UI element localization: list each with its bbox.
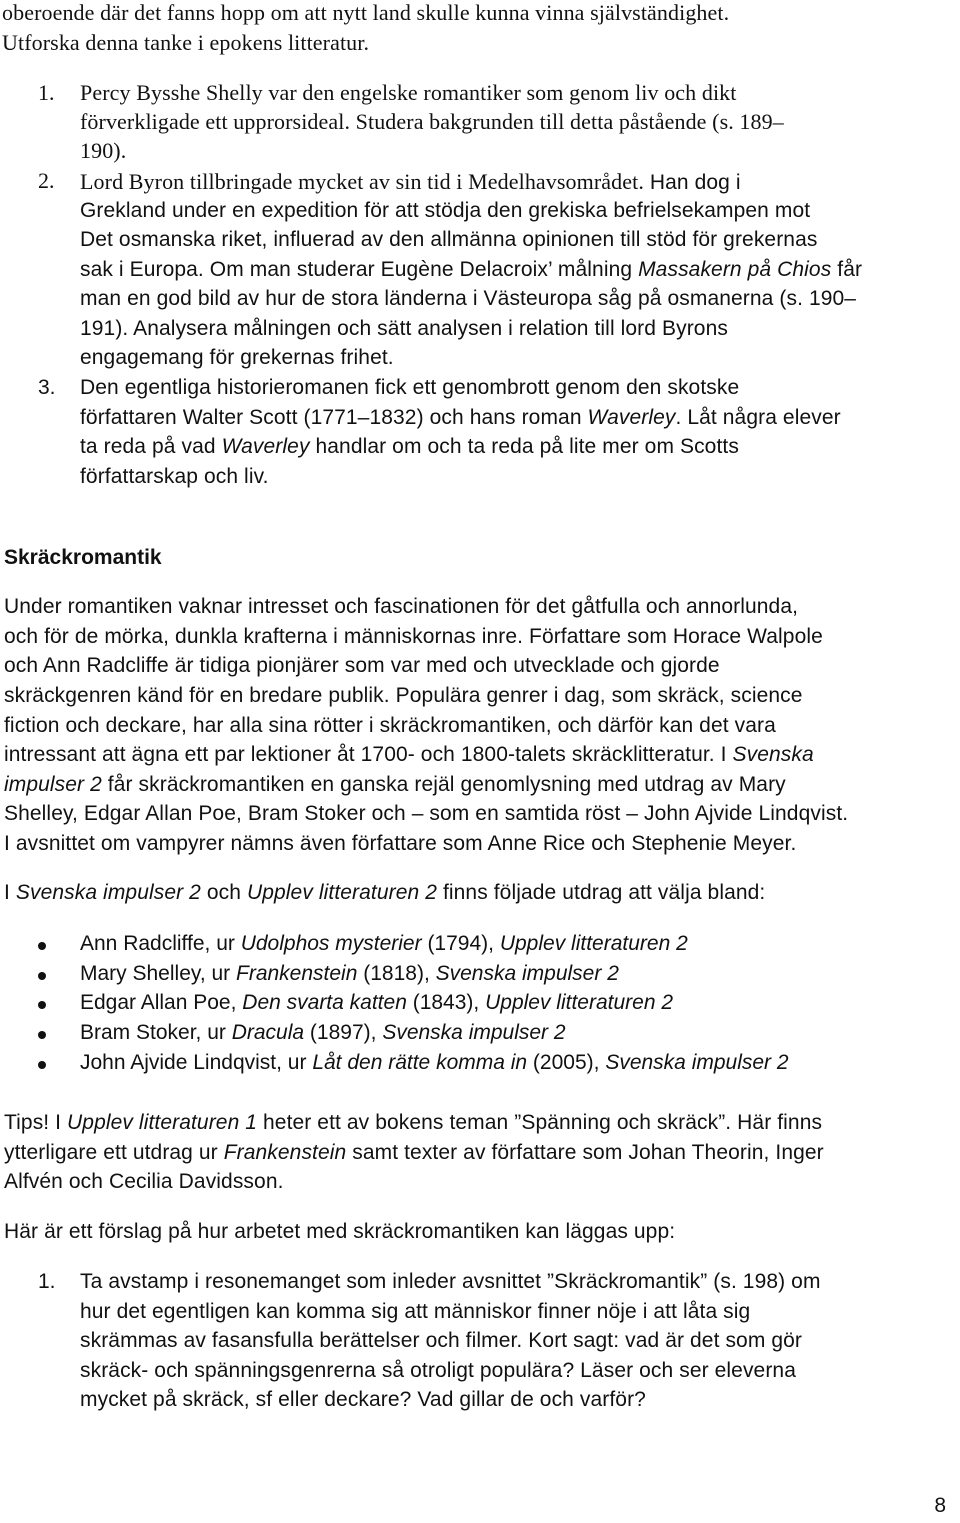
item3-line-2-text: författaren Walter Scott (1771–1832) och hans roman [80,406,588,429]
p2-text-a: I [4,881,16,904]
proposal-intro: Här är ett förslag på hur arbetet med skräckromantiken kan läggas upp: [4,1220,676,1243]
item3-line-2-tail: . Låt några elever [675,406,841,429]
bottom-item-line-4: skräck- och spänningsgenrerna så otroligt populära? Läser och ser eleverna [80,1359,796,1382]
item2-line-2: Grekland under en expedition för att stödja den grekiska befrielsekampen mot [80,199,811,222]
tips-line-1 [4,1111,822,1135]
bullet-work: Dracula [231,1021,305,1044]
bottom-item-line-1: Ta avstamp i resonemanget som inleder avsnittet ”Skräckromantik” (s. 198) om [80,1270,821,1293]
bullet-work: Låt den rätte komma in [312,1051,528,1074]
bullet-source: Upplev litteraturen 2 [499,932,688,955]
item2-line-7: engagemang för grekernas frihet. [80,346,394,369]
p1-line-6-text: intressant att ägna ett par lektioner åt 1700- och 1800-talets skräcklitteratur. I [4,743,733,766]
tips-line-2 [4,1141,824,1165]
bullet-author: Ann Radcliffe, ur [80,932,241,955]
bullet-year: (2005), [527,1051,606,1074]
tips-book: Upplev litteraturen 1 [67,1111,258,1134]
page-number: 8 [934,1494,946,1517]
list-number-1: 1. [38,80,55,105]
tips-label: Tips! I [4,1111,68,1134]
item2-line-4-tail: får [831,258,863,281]
p1-line-9: I avsnittet om vampyrer nämns även författare som Anne Rice och Stephenie Meyer. [4,832,797,855]
item3-line-4: författarskap och liv. [80,465,269,488]
item1-line-1: Percy Bysshe Shelly var den engelske romantiker som genom liv och dikt [80,80,737,105]
bullet-icon [38,1031,46,1039]
item2-line-4-text: sak i Europa. Om man studerar Eugène Delacroix’ målning [80,258,639,281]
bullet-source: Svenska impulser 2 [382,1021,566,1044]
bullet-work: Frankenstein [236,962,358,985]
tips-line-2-text: ytterligare ett utdrag ur [4,1141,224,1164]
p2-text-b: och [200,881,247,904]
novel-title: Waverley [587,406,676,429]
item2-line-1-serif: Lord Byron tillbringade mycket av sin tid i Medelhavsområdet. [80,169,644,194]
bullet-text [80,962,619,986]
p2-book-2: Upplev litteraturen 2 [246,881,438,904]
tips-line-1-text: heter ett av bokens teman ”Spänning och skräck”. Här finns [257,1111,823,1134]
bullet-author: Mary Shelley, ur [80,962,236,985]
bullet-source: Svenska impulser 2 [435,962,619,985]
tips-line-3: Alfvén och Cecilia Davidsson. [4,1170,284,1193]
item2-line-3: Det osmanska riket, influerad av den allmänna opinionen till stöd för grekernas [80,228,818,251]
item2-line-4 [80,258,862,282]
bullet-work: Udolphos mysterier [240,932,422,955]
bullet-text [80,1051,789,1075]
bullet-author: Edgar Allan Poe, [80,991,243,1014]
item1-line-2: förverkligade ett upprorsideal. Studera bakgrunden till detta påstående (s. 189– [80,109,784,134]
bottom-item-line-3: skrämmas av fasansfulla berättelser och filmer. Kort sagt: vad är det som gör [80,1329,802,1352]
item2-line-1-sans: Han dog i [649,171,741,194]
list-number-3: 3. [38,376,56,399]
item2-line-5: man en god bild av hur de stora länderna i Västeuropa såg på osmanerna (s. 190– [80,287,857,310]
section-heading: Skräckromantik [4,546,162,569]
p1-line-1: Under romantiken vaknar intresset och fascinationen för det gåtfulla och annorlunda, [4,595,799,618]
paragraph-extracts-intro [4,881,765,905]
bullet-work: Den svarta katten [242,991,407,1014]
p1-line-4: skräckgenren känd för en bredare publik. Populära genrer i dag, som skräck, science [4,684,803,707]
item3-line-3-text: ta reda på vad [80,435,222,458]
book-title-svenska: Svenska [732,743,814,766]
bullet-source: Upplev litteraturen 2 [485,991,674,1014]
p1-line-5: fiction och deckare, har alla sina rötter i skräckromantiken, och därför kan det vara [4,714,776,737]
intro-line-2: Utforska denna tanke i epokens litteratur. [2,30,370,55]
list-number-2: 2. [38,168,55,193]
painting-title: Massakern på Chios [638,258,832,281]
bullet-source: Svenska impulser 2 [605,1051,789,1074]
bottom-item-line-5: mycket på skräck, sf eller deckare? Vad gillar de och varför? [80,1388,646,1411]
item1-line-3: 190). [80,138,127,163]
p1-line-8: Shelley, Edgar Allan Poe, Bram Stoker och – som en samtida röst – John Ajvide Lindqvist. [4,802,849,825]
item3-line-3-tail: handlar om och ta reda på lite mer om Scotts [309,435,739,458]
bullet-year: (1794), [421,932,500,955]
bullet-icon [38,1001,46,1009]
item3-line-3 [80,435,739,459]
novel-title-2: Waverley [221,435,310,458]
bullet-icon [38,972,46,980]
tips-work: Frankenstein [223,1141,347,1164]
bullet-icon [38,1061,46,1069]
bullet-year: (1897), [304,1021,383,1044]
p1-line-7 [4,773,786,797]
p2-text-c: finns följade utdrag att välja bland: [437,881,766,904]
bottom-item-line-2: hur det egentligen kan komma sig att människor finner nöje i att låta sig [80,1300,751,1323]
bullet-text [80,991,673,1015]
item3-line-1: Den egentliga historieromanen fick ett genombrott genom den skotske [80,376,740,399]
tips-line-2-tail: samt texter av författare som Johan Theorin, Inger [346,1141,824,1164]
bullet-author: John Ajvide Lindqvist, ur [80,1051,313,1074]
bullet-text [80,1021,566,1045]
p1-line-2: och för de mörka, dunkla krafterna i människornas inre. Författare som Horace Walpole [4,625,823,648]
item2-line-1 [80,169,741,195]
bullet-icon [38,942,46,950]
intro-line-1: oberoende där det fanns hopp om att nytt land skulle kunna vinna självständighet. [2,0,730,25]
book-title-impulser: impulser 2 [4,773,102,796]
p1-line-7-text: får skräckromantiken en ganska rejäl genomlysning med utdrag av Mary [101,773,786,796]
item2-line-6: 191). Analysera målningen och sätt analysen i relation till lord Byrons [80,317,728,340]
p1-line-3: och Ann Radcliffe är tidiga pionjärer som var med och utvecklade och gjorde [4,654,720,677]
p2-book-1: Svenska impulser 2 [15,881,201,904]
bullet-text [80,932,688,956]
item3-line-2 [80,406,841,430]
list-number-bottom-1: 1. [38,1270,56,1293]
p1-line-6 [4,743,814,767]
bullet-year: (1818), [357,962,436,985]
bullet-author: Bram Stoker, ur [80,1021,232,1044]
bullet-year: (1843), [406,991,486,1014]
